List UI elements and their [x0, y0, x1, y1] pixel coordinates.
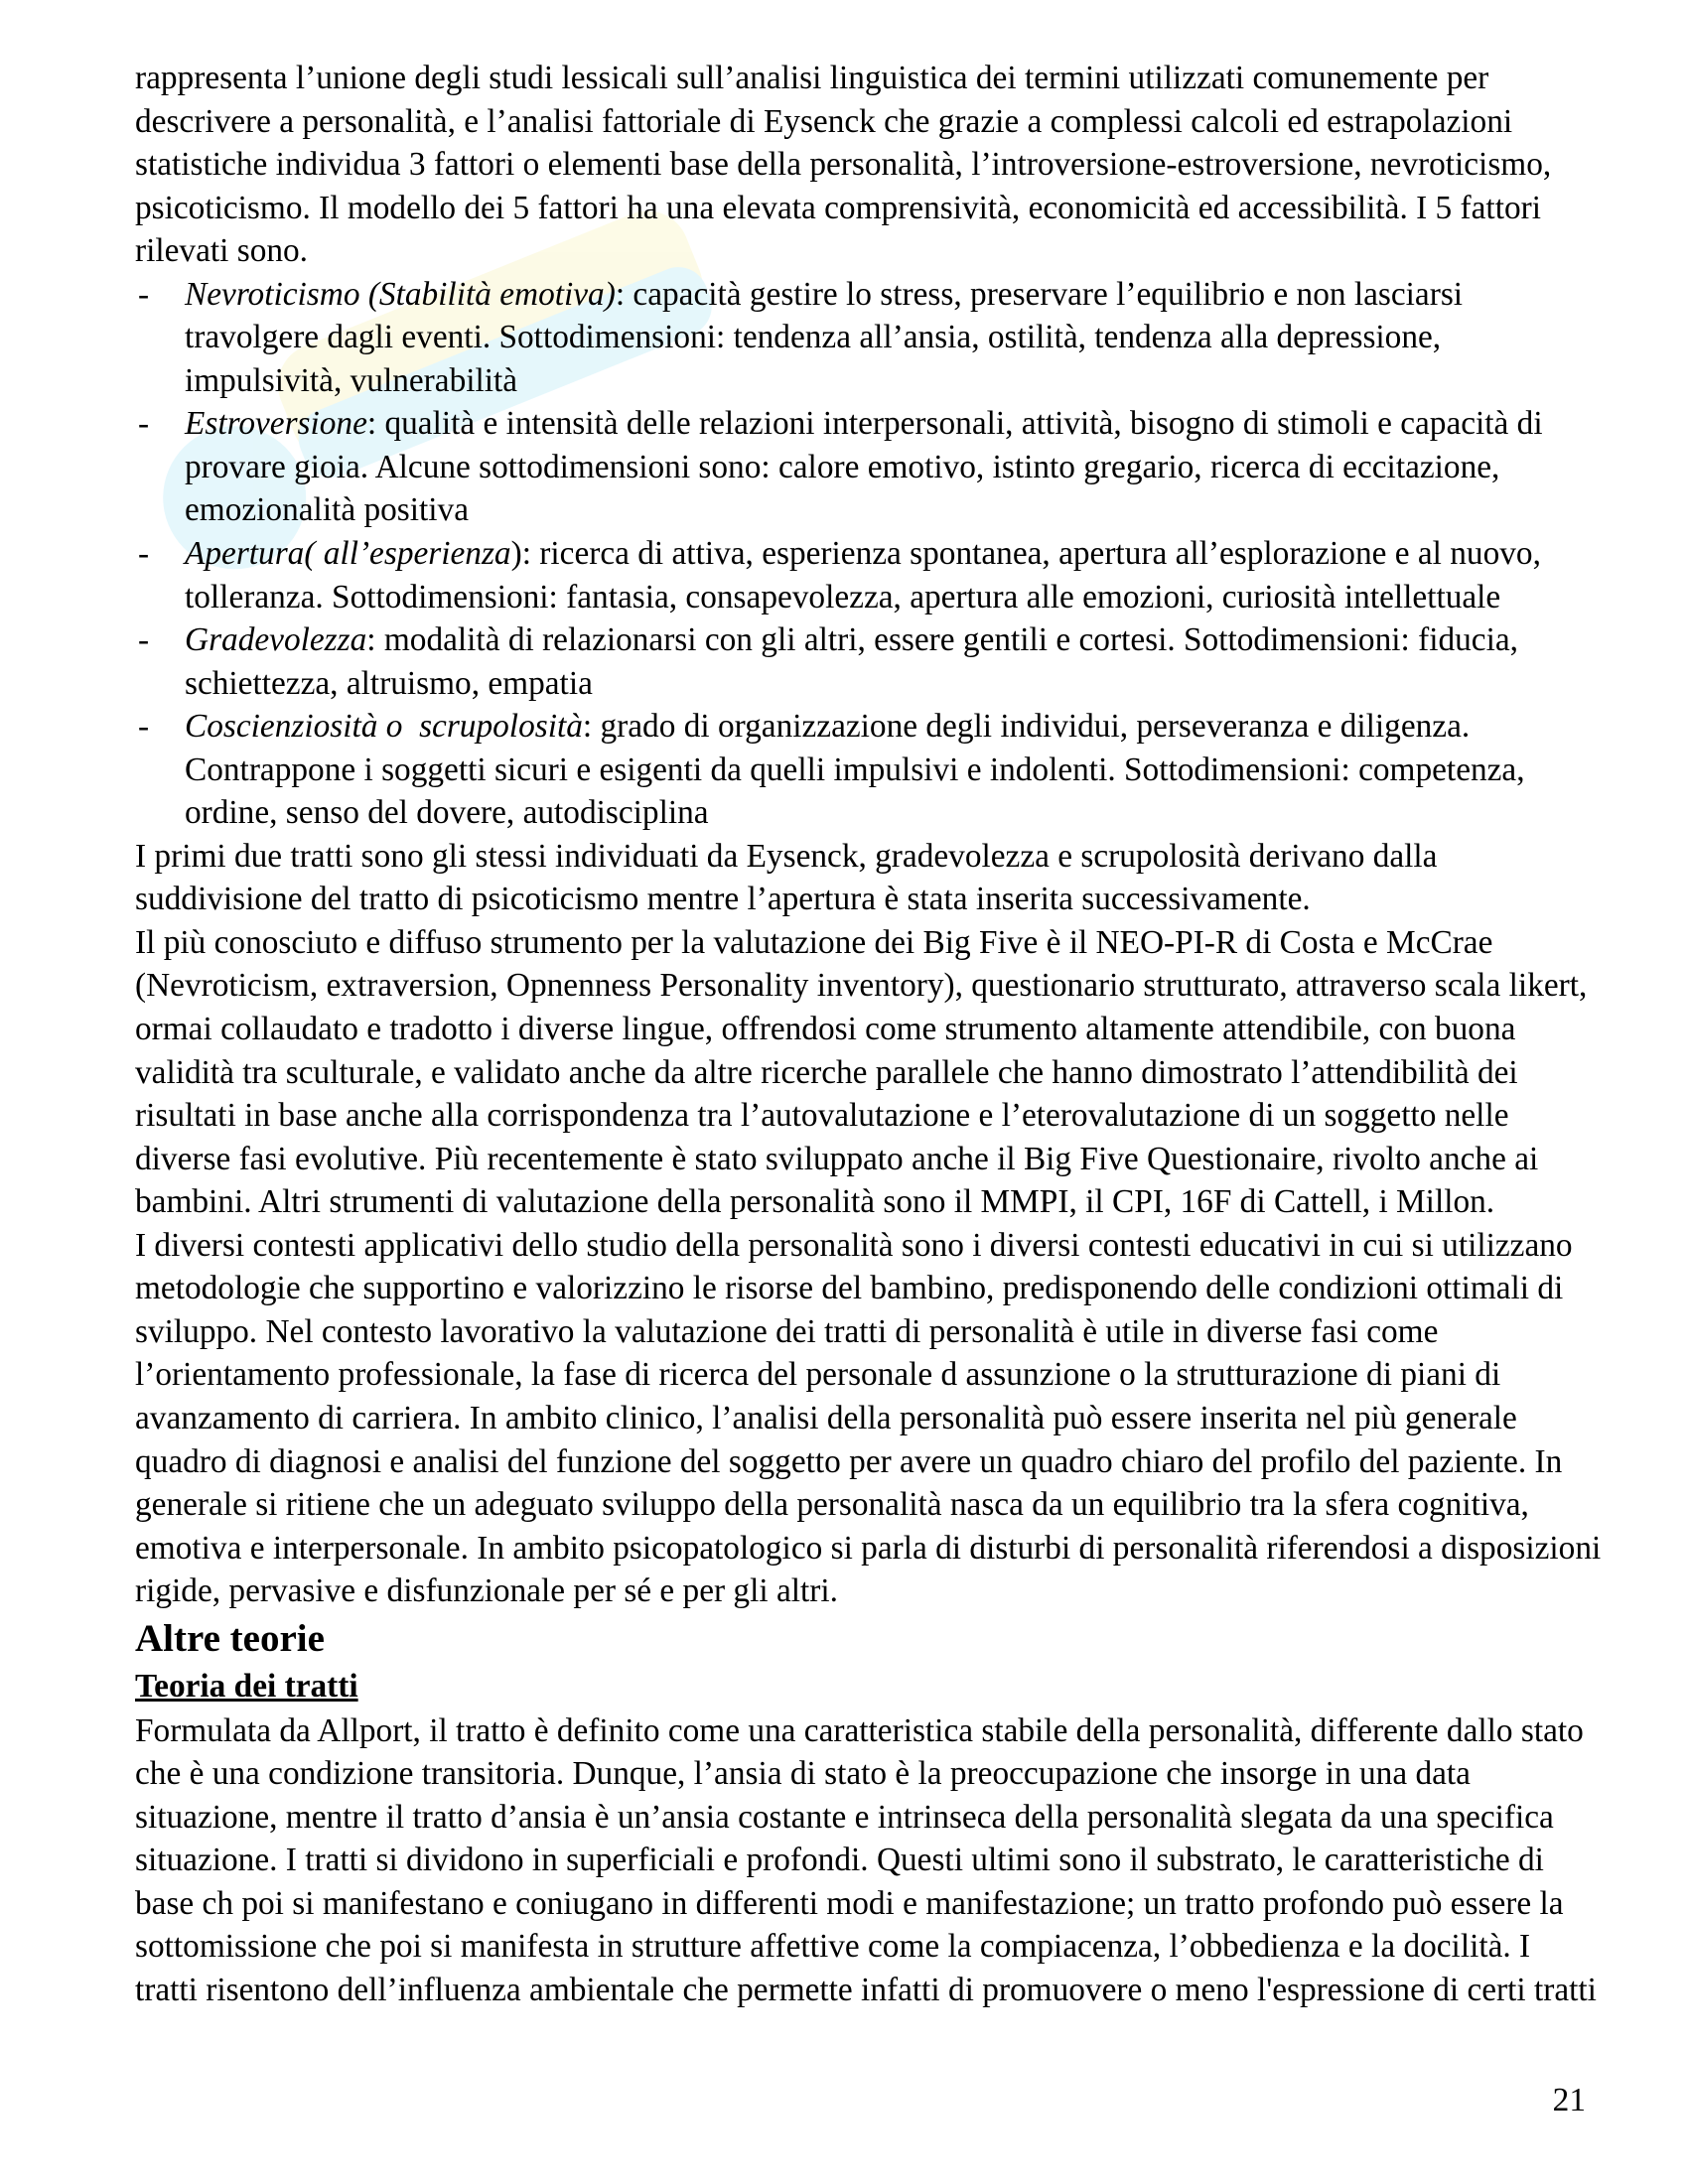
text-line: quadro di diagnosi e analisi del funzione del soggetto per avere un quadro chiaro del profilo del paziente. In	[135, 1442, 1563, 1480]
paragraph-neo-pi-r	[135, 921, 1624, 1224]
text-line: l’orientamento professionale, la fase di ricerca del personale d assunzione o la strutturazione di piani di	[135, 1356, 1501, 1394]
list-bullet: -	[138, 405, 150, 443]
text-line: (Nevroticism, extraversion, Opnenness Personality inventory), questionario strutturato, attraverso scala likert,	[135, 967, 1588, 1005]
list-item	[135, 273, 1624, 403]
text-line: suddivisione del tratto di psicoticismo mentre l’apertura è stata inserita successivamente.	[135, 881, 1311, 918]
text-line: rappresenta l’unione degli studi lessicali sull’analisi linguistica dei termini utilizzati comunemente per	[135, 60, 1489, 96]
text-line: diverse fasi evolutive. Più recentemente è stato sviluppato anche il Big Five Questionaire, rivolto anche ai	[135, 1140, 1539, 1177]
list-bullet: -	[138, 275, 150, 313]
text-line: ormai collaudato e tradotto i diverse lingue, offrendosi come strumento altamente attendibile, con buona	[135, 1011, 1516, 1048]
text-line: situazione. I tratti si dividono in superficiali e profondi. Questi ultimi sono il substrato, le caratteristiche di	[135, 1842, 1544, 1879]
text-line: I diversi contesti applicativi dello studio della personalità sono i diversi contesti educativi in cui si utilizzano	[135, 1226, 1573, 1264]
list-item-text: : modalità di relazionarsi con gli altri, essere gentili e cortesi. Sottodimensioni: fiducia,	[366, 621, 1518, 659]
text-line: rigide, pervasive e disfunzionale per sé e per gli altri.	[135, 1572, 838, 1610]
list-item-term: Estroversione	[185, 405, 367, 443]
text-line: I primi due tratti sono gli stessi individuati da Eysenck, gradevolezza e scrupolosità derivano dalla	[135, 837, 1438, 875]
text-line: tratti risentono dell’influenza ambientale che permette infatti di promuovere o meno l'espressione di certi tratti	[135, 1971, 1597, 2008]
paragraph-eysenck	[135, 835, 1624, 921]
text-line: statistiche individua 3 fattori o elementi base della personalità, l’introversione-estroversione, nevroticismo,	[135, 146, 1552, 184]
list-item-term: Gradevolezza	[185, 621, 367, 659]
text-line: base ch poi si manifestano e coniugano in differenti modi e manifestazione; un tratto profondo può essere la	[135, 1884, 1564, 1922]
list-item-text: : grado di organizzazione degli individui, perseveranza e diligenza.	[582, 708, 1471, 746]
list-bullet: -	[138, 621, 150, 659]
list-item-continuation: impulsività, vulnerabilità	[185, 361, 518, 399]
text-line: descrivere a personalità, e l’analisi fattoriale di Eysenck che grazie a complessi calcoli ed estrapolazioni	[135, 102, 1513, 140]
text-line: rilevati sono.	[135, 232, 309, 270]
list-item-continuation: schiettezza, altruismo, empatia	[185, 664, 593, 702]
text-line: bambini. Altri strumenti di valutazione della personalità sono il MMPI, il CPI, 16F di Cattell, i Millon.	[135, 1183, 1495, 1221]
page-body	[135, 57, 1624, 2011]
list-item-continuation: travolgere dagli eventi. Sottodimensioni: tendenza all’ansia, ostilità, tendenza alla depressione,	[185, 319, 1442, 356]
list-item-text: : capacità gestire lo stress, preservare l’equilibrio e non lasciarsi	[615, 275, 1464, 313]
text-line: avanzamento di carriera. In ambito clinico, l’analisi della personalità può essere inserita nel più generale	[135, 1399, 1517, 1436]
list-bullet: -	[138, 708, 150, 746]
big-five-list	[135, 273, 1624, 835]
list-item-term: Nevroticismo (Stabilità emotiva)	[185, 275, 616, 313]
list-item-text: : qualità e intensità delle relazioni interpersonali, attività, bisogno di stimoli e capacità di	[366, 405, 1543, 443]
text-line: che è una condizione transitoria. Dunque, l’ansia di stato è la preoccupazione che insorge in una data	[135, 1755, 1471, 1793]
page-number: 21	[1552, 2082, 1586, 2118]
text-line: Formulata da Allport, il tratto è definito come una caratteristica stabile della personalità, differente dallo stato	[135, 1711, 1584, 1749]
list-item-text: ): ricerca di attiva, esperienza spontanea, apertura all’esplorazione e al nuovo,	[510, 535, 1541, 573]
list-item-continuation: provare gioia. Alcune sottodimensioni sono: calore emotivo, istinto gregario, ricerca di eccitazione,	[185, 448, 1500, 485]
text-line: risultati in base anche alla corrispondenza tra l’autovalutazione e l’eterovalutazione di un soggetto nelle	[135, 1097, 1509, 1135]
list-item-first-line	[135, 532, 1624, 576]
section-heading: Altre teorie	[135, 1617, 325, 1661]
paragraph-contexts	[135, 1224, 1624, 1613]
text-line: emotiva e interpersonale. In ambito psicopatologico si parla di disturbi di personalità riferendosi a disposizioni	[135, 1529, 1602, 1567]
intro-paragraph	[135, 57, 1624, 273]
text-line: psicoticismo. Il modello dei 5 fattori ha una elevata comprensività, economicità ed accessibilità. I 5 fattori	[135, 189, 1541, 226]
text-line: sottomissione che poi si manifesta in strutture affettive come la compiacenza, l’obbedienza e la docilità. I	[135, 1928, 1531, 1966]
paragraph-traits	[135, 1709, 1624, 2012]
text-line: situazione, mentre il tratto d’ansia è un’ansia costante e intrinseca della personalità slegata da una specifica	[135, 1798, 1554, 1836]
list-bullet: -	[138, 535, 150, 573]
text-line: validità tra sculturale, e validato anche da altre ricerche parallele che hanno dimostrato l’attendibilità dei	[135, 1053, 1518, 1091]
list-item-term: Apertura( all’esperienza	[185, 535, 511, 573]
list-item-continuation: ordine, senso del dovere, autodisciplina	[185, 794, 709, 832]
list-item-continuation: Contrappone i soggetti sicuri e esigenti da quelli impulsivi e indolenti. Sottodimensioni: competenza,	[185, 751, 1525, 788]
list-item-first-line	[135, 402, 1624, 446]
subsection-heading: Teoria dei tratti	[135, 1668, 358, 1706]
text-line: metodologie che supportino e valorizzino le risorse del bambino, predisponendo delle condizioni ottimali di	[135, 1270, 1564, 1307]
list-item-first-line	[135, 618, 1624, 662]
list-item-term: Coscienziosità o scrupolosità	[185, 708, 583, 746]
text-line: generale si ritiene che un adeguato sviluppo della personalità nasca da un equilibrio tra la sfera cognitiva,	[135, 1486, 1529, 1524]
list-item	[135, 618, 1624, 705]
list-item-continuation: emozionalità positiva	[185, 491, 469, 529]
text-line: sviluppo. Nel contesto lavorativo la valutazione dei tratti di personalità è utile in diverse fasi come	[135, 1312, 1439, 1350]
text-line: Il più conosciuto e diffuso strumento per la valutazione dei Big Five è il NEO-PI-R di Costa e McCrae	[135, 923, 1493, 961]
list-item	[135, 532, 1624, 618]
list-item-continuation: tolleranza. Sottodimensioni: fantasia, consapevolezza, apertura alle emozioni, curiosità intellettuale	[185, 578, 1501, 615]
list-item	[135, 705, 1624, 835]
list-item	[135, 402, 1624, 532]
list-item-first-line	[135, 705, 1624, 749]
list-item-first-line	[135, 273, 1624, 317]
